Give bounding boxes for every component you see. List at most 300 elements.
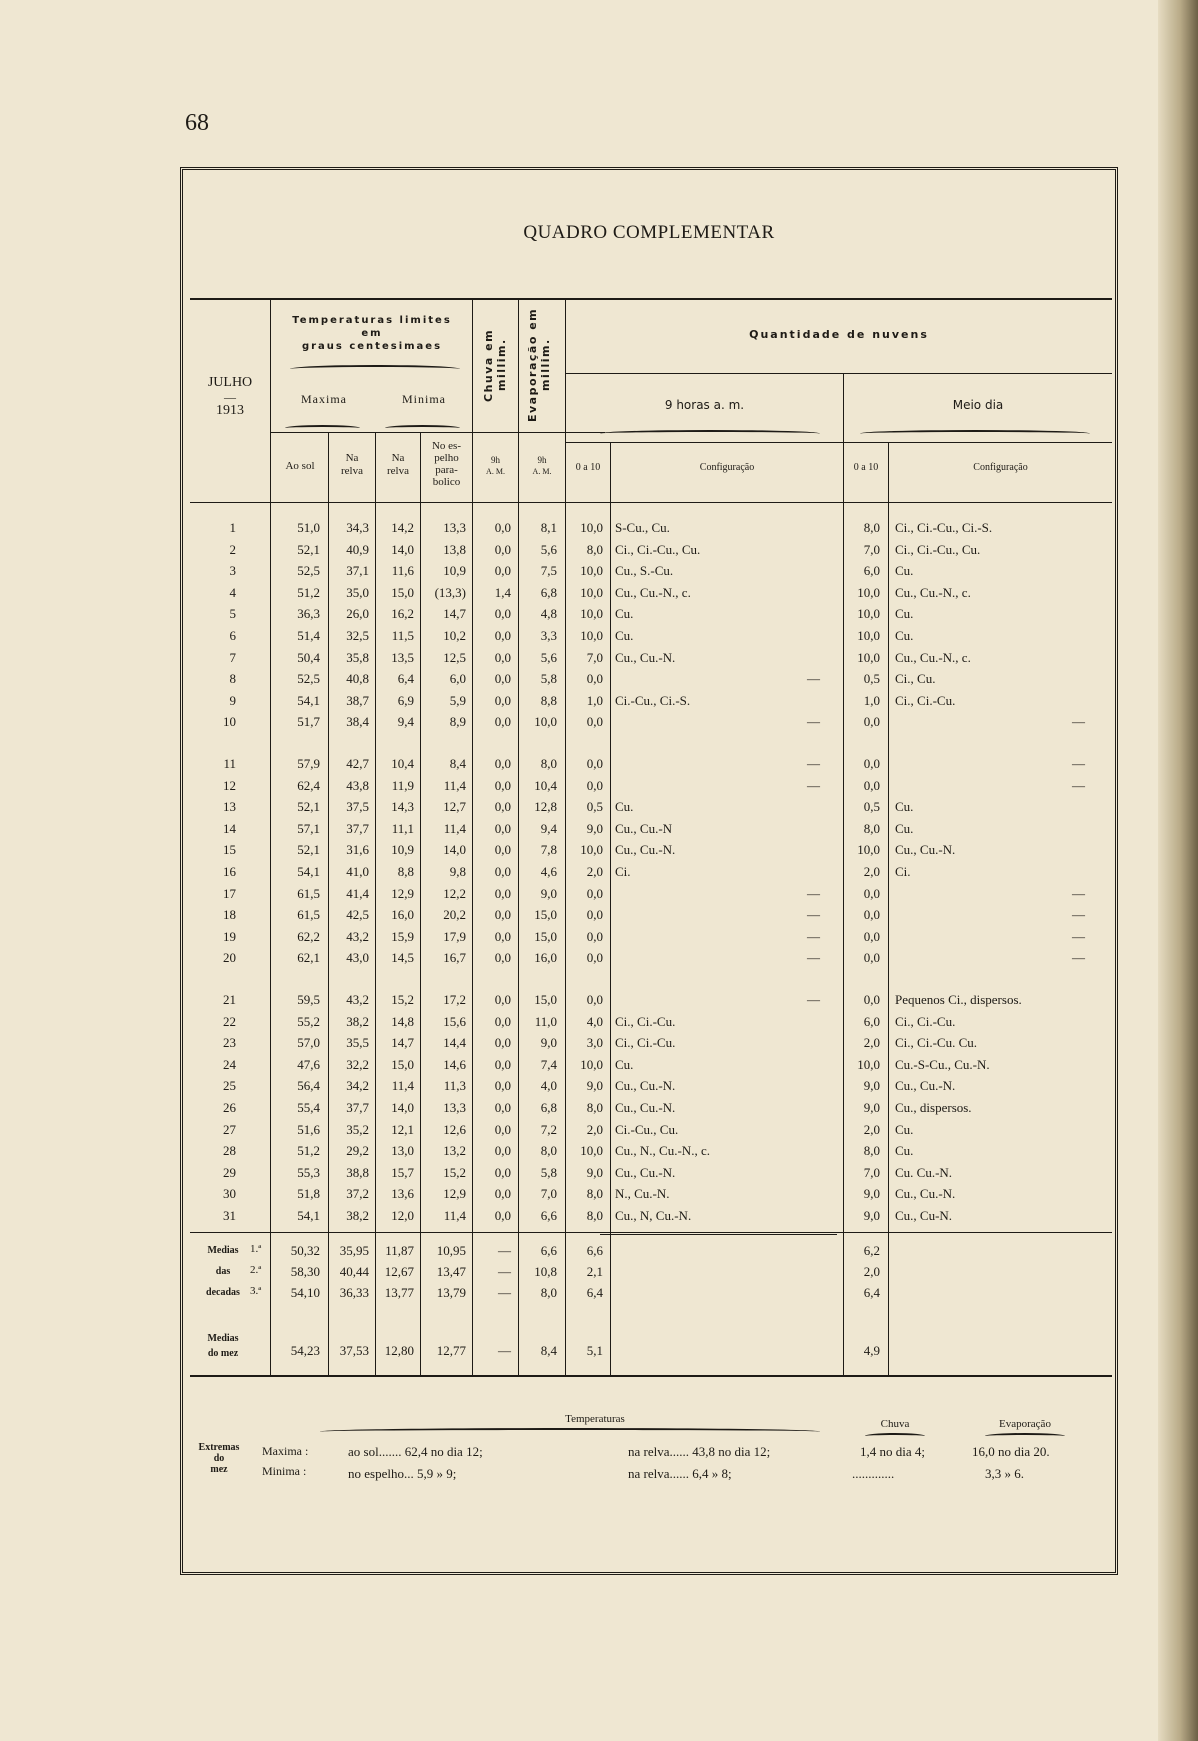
cell-espelho: 16,7 <box>443 950 466 966</box>
cell-config-md: Cu., Cu.-N. <box>895 842 956 858</box>
cell-config-9h: Ci.-Cu., Cu. <box>615 1121 679 1137</box>
cell-chuva: 0,0 <box>494 714 511 730</box>
cell-na-relva-min: 15,0 <box>391 1056 414 1072</box>
decada-cell-ordinal: 2.ª <box>250 1264 262 1276</box>
decadas-label-2: das <box>215 1266 231 1277</box>
cell-config-md: — <box>1072 907 1085 923</box>
cell-ao-sol: 51,0 <box>297 520 320 535</box>
cell-chuva: 0,0 <box>494 928 511 944</box>
cell-chuva: 0,0 <box>494 563 511 579</box>
mez-cell-chuva: — <box>498 1343 511 1358</box>
cell-evaporacao: 8,8 <box>540 692 557 708</box>
cell-na-relva-max: 34,2 <box>346 1078 369 1094</box>
cell-evaporacao: 6,6 <box>540 1208 557 1223</box>
cell-day: 21 <box>223 992 236 1007</box>
cell-na-relva-max: 43,8 <box>346 777 369 793</box>
cell-nuvens-9h: 2,0 <box>586 1121 603 1137</box>
cell-nuvens-9h: 10,0 <box>580 563 603 579</box>
cell-config-9h: Ci., Ci.-Cu., Cu. <box>615 541 701 557</box>
cell-config-md: Ci., Ci.-Cu. Cu. <box>895 1035 977 1051</box>
cell-chuva: 0,0 <box>494 606 511 622</box>
cell-nuvens-md: 0,0 <box>863 950 880 966</box>
cell-config-md: Cu., dispersos. <box>895 1100 972 1115</box>
cell-ao-sol: 52,1 <box>297 842 320 858</box>
cell-nuvens-9h: 10,0 <box>580 584 603 600</box>
cell-evaporacao: 6,8 <box>540 1100 557 1115</box>
cell-na-relva-min: 14,5 <box>391 950 414 966</box>
mez-label-2: do mez <box>207 1348 239 1359</box>
decada-cell-ao-sol: 58,30 <box>290 1264 320 1279</box>
cell-config-9h: Cu., Cu.-N. <box>615 842 676 858</box>
cell-ao-sol: 51,4 <box>297 628 320 643</box>
cell-espelho: 13,3 <box>443 1100 466 1115</box>
cell-config-9h: — <box>807 885 820 901</box>
cell-config-md: — <box>1072 885 1085 901</box>
cell-evaporacao: 6,8 <box>540 584 557 600</box>
cell-day: 29 <box>223 1164 236 1180</box>
cell-nuvens-9h: 1,0 <box>586 692 603 708</box>
cell-espelho: 13,2 <box>443 1143 466 1159</box>
header-meio-dia: Meio dia <box>952 398 1004 412</box>
cell-nuvens-9h: 0,0 <box>586 992 603 1007</box>
cell-evaporacao: 3,3 <box>540 628 557 643</box>
cell-na-relva-min: 13,5 <box>391 649 414 665</box>
header-evap-am: A. M. <box>532 467 552 476</box>
cell-config-md: Cu. <box>895 799 914 815</box>
cell-nuvens-9h: 8,0 <box>586 1100 603 1115</box>
cell-nuvens-md: 6,0 <box>863 563 880 579</box>
header-dash: — <box>224 390 236 404</box>
cell-day: 17 <box>223 885 236 901</box>
cell-na-relva-min: 14,7 <box>391 1035 414 1051</box>
cell-na-relva-min: 12,9 <box>391 885 414 901</box>
cell-na-relva-min: 11,1 <box>391 820 414 836</box>
cell-nuvens-9h: 10,0 <box>580 1056 603 1072</box>
cell-nuvens-md: 0,5 <box>863 799 880 815</box>
cell-nuvens-md: 0,0 <box>863 756 880 771</box>
cell-nuvens-md: 0,0 <box>863 907 880 923</box>
cell-espelho: 9,8 <box>449 864 466 879</box>
cell-nuvens-md: 0,5 <box>863 671 880 687</box>
header-na-relva-max-2: relva <box>341 465 363 477</box>
cell-config-9h: — <box>807 714 820 730</box>
cell-day: 3 <box>229 563 236 579</box>
cell-na-relva-min: 10,9 <box>391 842 414 858</box>
header-minima: Minima <box>402 392 446 406</box>
book-spine <box>1158 0 1198 1741</box>
cell-evaporacao: 16,0 <box>534 950 557 966</box>
cell-na-relva-max: 41,0 <box>346 864 369 879</box>
cell-espelho: 12,7 <box>443 799 466 815</box>
cell-na-relva-max: 43,0 <box>346 950 369 966</box>
cell-config-9h: — <box>807 950 820 966</box>
cell-na-relva-max: 35,8 <box>346 649 369 665</box>
cell-ao-sol: 54,1 <box>297 864 320 879</box>
decada-cell-chuva: — <box>498 1285 511 1300</box>
decada-cell-nuvens-md: 6,2 <box>863 1243 880 1258</box>
cell-espelho: 12,2 <box>443 885 466 901</box>
cell-nuvens-9h: 8,0 <box>586 1186 603 1202</box>
cell-day: 2 <box>229 541 236 557</box>
decada-cell-evaporacao: 8,0 <box>540 1285 557 1300</box>
cell-na-relva-min: 14,3 <box>391 799 414 815</box>
decada-cell-nuvens-md: 2,0 <box>863 1264 880 1279</box>
cell-chuva: 0,0 <box>494 992 511 1007</box>
cell-na-relva-max: 40,9 <box>346 541 369 557</box>
cell-espelho: 5,9 <box>449 692 466 708</box>
cell-ao-sol: 52,5 <box>297 563 320 579</box>
decada-cell-na-relva-min: 11,87 <box>385 1243 414 1258</box>
cell-nuvens-9h: 9,0 <box>586 820 603 836</box>
cell-na-relva-max: 37,7 <box>346 820 369 836</box>
cell-nuvens-9h: 0,0 <box>586 671 603 687</box>
cell-nuvens-9h: 4,0 <box>586 1013 603 1029</box>
cell-ao-sol: 55,4 <box>297 1100 320 1115</box>
header-escala-9h: 0 a 10 <box>575 462 601 473</box>
cell-chuva: 0,0 <box>494 1164 511 1180</box>
header-na-relva-min-2: relva <box>387 465 409 477</box>
cell-evaporacao: 5,6 <box>540 649 557 665</box>
temps-brace <box>290 365 460 373</box>
cell-na-relva-min: 16,2 <box>391 606 414 622</box>
decadas-label-1: Medias <box>207 1245 239 1256</box>
cell-nuvens-md: 0,0 <box>863 714 880 730</box>
cell-chuva: 0,0 <box>494 520 511 535</box>
cell-na-relva-max: 38,7 <box>346 692 369 708</box>
cell-nuvens-9h: 0,0 <box>586 928 603 944</box>
cell-espelho: 13,8 <box>443 541 466 557</box>
decada-cell-ao-sol: 50,32 <box>290 1243 320 1258</box>
cell-ao-sol: 51,8 <box>297 1186 320 1202</box>
mez-cell-nuvens-9h: 5,1 <box>586 1343 603 1358</box>
cell-nuvens-md: 0,0 <box>863 992 880 1007</box>
cell-na-relva-min: 12,0 <box>391 1208 414 1223</box>
decada-cell-evaporacao: 10,8 <box>534 1264 557 1279</box>
cell-config-md: — <box>1072 777 1085 793</box>
cell-nuvens-9h: 0,5 <box>586 799 603 815</box>
extremas-label-3: mez <box>210 1464 228 1475</box>
cell-evaporacao: 11,0 <box>534 1013 557 1029</box>
cell-day: 4 <box>229 584 236 600</box>
cell-nuvens-md: 7,0 <box>863 1164 880 1180</box>
header-na-relva-max-1: Na <box>345 452 359 464</box>
cell-config-9h: S-Cu., Cu. <box>615 520 670 535</box>
cell-na-relva-max: 38,2 <box>346 1208 369 1223</box>
cell-chuva: 1,4 <box>494 584 511 600</box>
cell-ao-sol: 51,7 <box>297 714 320 730</box>
header-espelho-3: para- <box>435 464 458 476</box>
cell-nuvens-9h: 0,0 <box>586 950 603 966</box>
cell-nuvens-md: 2,0 <box>863 1035 880 1051</box>
cell-na-relva-max: 42,5 <box>346 907 369 923</box>
cell-espelho: 14,4 <box>443 1035 466 1051</box>
cell-day: 15 <box>223 842 236 858</box>
header-nuvens: Quantidade de nuvens <box>749 328 929 341</box>
cell-nuvens-md: 10,0 <box>857 649 880 665</box>
cell-nuvens-9h: 0,0 <box>586 714 603 730</box>
cell-day: 27 <box>223 1121 236 1137</box>
cell-evaporacao: 4,0 <box>540 1078 557 1094</box>
header-config-9h: Configuração <box>699 462 755 473</box>
cell-espelho: 11,4 <box>443 1208 466 1223</box>
cell-espelho: 11,3 <box>443 1078 466 1094</box>
cell-na-relva-max: 35,5 <box>346 1035 369 1051</box>
cell-na-relva-min: 14,8 <box>391 1013 414 1029</box>
cell-nuvens-md: 2,0 <box>863 1121 880 1137</box>
cell-day: 5 <box>229 606 236 622</box>
cell-evaporacao: 7,4 <box>540 1056 557 1072</box>
cell-espelho: 20,2 <box>443 907 466 923</box>
cell-config-md: — <box>1072 928 1085 944</box>
cell-config-md: Cu. <box>895 1143 914 1159</box>
cell-config-9h: Cu. <box>615 628 634 643</box>
header-nove-horas: 9 horas a. m. <box>664 398 745 412</box>
header-ao-sol: Ao sol <box>285 460 315 472</box>
cell-chuva: 0,0 <box>494 950 511 966</box>
cell-chuva: 0,0 <box>494 1121 511 1137</box>
cell-ao-sol: 57,9 <box>297 756 320 771</box>
cell-espelho: 8,4 <box>449 756 466 771</box>
decada-cell-espelho: 13,79 <box>436 1285 466 1300</box>
cell-na-relva-min: 13,0 <box>391 1143 414 1159</box>
cell-espelho: 8,9 <box>449 714 466 730</box>
extremas-max-ao-sol: ao sol....... 62,4 no dia 12; <box>348 1444 483 1459</box>
cell-na-relva-max: 37,1 <box>346 563 369 579</box>
cell-chuva: 0,0 <box>494 907 511 923</box>
cell-na-relva-min: 11,6 <box>391 563 414 579</box>
cell-config-9h: Cu., Cu.-N. <box>615 1164 676 1180</box>
cell-chuva: 0,0 <box>494 1100 511 1115</box>
extremas-min-evap: 3,3 » 6. <box>985 1466 1024 1481</box>
cell-espelho: 17,9 <box>443 928 466 944</box>
cell-ao-sol: 51,2 <box>297 584 320 600</box>
subheader-rule-2 <box>562 432 605 433</box>
col-line-10 <box>888 443 889 1375</box>
cell-day: 18 <box>223 907 236 923</box>
nuvens-medias-rule <box>600 1234 837 1235</box>
cell-day: 6 <box>229 628 236 643</box>
cell-nuvens-md: 10,0 <box>857 606 880 622</box>
cell-na-relva-max: 43,2 <box>346 928 369 944</box>
cell-config-9h: — <box>807 928 820 944</box>
cell-espelho: 6,0 <box>449 671 466 687</box>
header-espelho-1: No es- <box>431 440 462 452</box>
cell-ao-sol: 50,4 <box>297 649 320 665</box>
extremas-label-2: do <box>213 1453 225 1464</box>
decada-cell-na-relva-max: 40,44 <box>339 1264 369 1279</box>
decada-cell-na-relva-min: 12,67 <box>384 1264 414 1279</box>
cell-chuva: 0,0 <box>494 541 511 557</box>
cell-ao-sol: 62,1 <box>297 950 320 966</box>
header-temps-line2: em <box>361 328 383 339</box>
cell-espelho: 11,4 <box>443 820 466 836</box>
header-evaporacao: Evaporação em millim. <box>526 307 552 423</box>
cell-day: 30 <box>223 1186 236 1202</box>
cell-day: 28 <box>223 1143 236 1159</box>
cell-na-relva-min: 11,9 <box>391 777 414 793</box>
page-number: 68 <box>185 110 209 136</box>
cell-nuvens-9h: 0,0 <box>586 777 603 793</box>
cell-config-md: Cu., Cu.-N. <box>895 1078 956 1094</box>
header-escala-md: 0 a 10 <box>853 462 879 473</box>
cell-na-relva-max: 38,4 <box>346 714 369 730</box>
cell-espelho: 12,9 <box>443 1186 466 1202</box>
cell-config-md: Cu. <box>895 563 914 579</box>
cell-na-relva-min: 8,8 <box>397 864 414 879</box>
cell-espelho: (13,3) <box>434 584 466 600</box>
cell-nuvens-md: 10,0 <box>857 628 880 643</box>
cell-config-9h: Cu., Cu.-N., c. <box>615 584 691 600</box>
decada-cell-nuvens-9h: 6,4 <box>586 1285 603 1300</box>
cell-nuvens-9h: 7,0 <box>586 649 603 665</box>
cell-day: 10 <box>223 714 236 730</box>
cell-na-relva-max: 34,3 <box>346 520 369 535</box>
cell-chuva: 0,0 <box>494 692 511 708</box>
cell-config-9h: Cu., S.-Cu. <box>615 563 674 579</box>
cell-ao-sol: 52,1 <box>297 541 320 557</box>
cell-evaporacao: 8,0 <box>540 1143 557 1159</box>
cell-chuva: 0,0 <box>494 1078 511 1094</box>
cell-chuva: 0,0 <box>494 671 511 687</box>
cell-na-relva-min: 16,0 <box>391 907 414 923</box>
cell-espelho: 11,4 <box>443 777 466 793</box>
decada-cell-espelho: 10,95 <box>436 1243 466 1258</box>
cell-config-md: Cu., Cu-N. <box>895 1208 953 1223</box>
cell-espelho: 10,9 <box>443 563 466 579</box>
extremas-max-chuva: 1,4 no dia 4; <box>860 1444 925 1459</box>
cell-evaporacao: 5,6 <box>540 541 557 557</box>
cell-config-md: Cu. <box>895 820 914 836</box>
cell-config-md: Pequenos Ci., dispersos. <box>895 992 1022 1007</box>
decada-cell-chuva: — <box>498 1243 511 1258</box>
cell-config-md: — <box>1072 714 1085 730</box>
cell-nuvens-md: 0,0 <box>863 928 880 944</box>
cell-ao-sol: 36,3 <box>297 606 320 622</box>
cell-na-relva-max: 31,6 <box>346 842 369 858</box>
cell-nuvens-9h: 10,0 <box>580 1143 603 1159</box>
cell-evaporacao: 4,8 <box>540 606 557 622</box>
cell-espelho: 14,6 <box>443 1056 466 1072</box>
extremas-min-na-relva: na relva...... 6,4 » 8; <box>628 1466 732 1481</box>
decada-cell-evaporacao: 6,6 <box>540 1243 557 1258</box>
cell-espelho: 15,2 <box>443 1164 466 1180</box>
cell-nuvens-md: 2,0 <box>863 864 880 879</box>
cell-ao-sol: 51,6 <box>297 1121 320 1137</box>
cell-espelho: 14,0 <box>443 842 466 858</box>
cell-espelho: 15,6 <box>443 1013 466 1029</box>
cell-evaporacao: 8,0 <box>540 756 557 771</box>
cell-ao-sol: 54,1 <box>297 1208 320 1223</box>
cell-na-relva-max: 37,5 <box>346 799 369 815</box>
cell-nuvens-md: 0,0 <box>863 885 880 901</box>
cell-config-9h: — <box>807 671 820 687</box>
cell-na-relva-max: 26,0 <box>346 606 369 622</box>
header-chuva-hora: 9h <box>491 455 500 465</box>
cell-na-relva-max: 38,8 <box>346 1164 369 1180</box>
cell-config-md: Ci. <box>895 864 911 879</box>
meio-dia-brace <box>860 430 1090 437</box>
cell-config-md: Ci., Ci.-Cu. <box>895 692 956 708</box>
decada-cell-ordinal: 1.ª <box>250 1243 262 1255</box>
nove-horas-brace <box>600 430 820 437</box>
cell-espelho: 17,2 <box>443 992 466 1007</box>
cell-na-relva-max: 43,2 <box>346 992 369 1007</box>
cell-day: 9 <box>229 692 236 708</box>
cell-nuvens-9h: 8,0 <box>586 1208 603 1223</box>
extremas-minima-label: Minima : <box>262 1464 307 1478</box>
cell-config-md: Cu. <box>895 628 914 643</box>
cell-ao-sol: 55,2 <box>297 1013 320 1029</box>
cell-nuvens-9h: 0,0 <box>586 885 603 901</box>
col-line-8 <box>610 443 611 1375</box>
cell-chuva: 0,0 <box>494 1056 511 1072</box>
cell-na-relva-min: 15,2 <box>391 992 414 1007</box>
mez-cell-espelho: 12,77 <box>436 1343 466 1358</box>
cell-config-md: Cu. <box>895 606 914 622</box>
mez-label-1: Medias <box>207 1333 239 1344</box>
col-line-1 <box>270 298 271 1375</box>
decada-cell-chuva: — <box>498 1264 511 1279</box>
cell-nuvens-9h: 10,0 <box>580 842 603 858</box>
cell-day: 31 <box>223 1208 236 1223</box>
cell-config-9h: Cu., N, Cu.-N. <box>615 1208 692 1223</box>
nuvens-rule <box>565 373 1112 374</box>
cell-ao-sol: 57,1 <box>297 820 320 836</box>
cell-config-9h: Cu., Cu.-N. <box>615 1100 676 1115</box>
cell-na-relva-min: 15,7 <box>391 1164 414 1180</box>
cell-config-9h: Cu. <box>615 799 634 815</box>
extremas-maxima-label: Maxima : <box>262 1444 309 1458</box>
header-temps-line3: graus centesimaes <box>301 341 443 352</box>
cell-nuvens-9h: 10,0 <box>580 520 603 535</box>
cell-nuvens-9h: 0,0 <box>586 907 603 923</box>
extremas-temperaturas-label: Temperaturas <box>565 1413 625 1425</box>
cell-nuvens-9h: 8,0 <box>586 541 603 557</box>
cell-day: 26 <box>223 1100 236 1115</box>
cell-chuva: 0,0 <box>494 1013 511 1029</box>
cell-nuvens-9h: 9,0 <box>586 1078 603 1094</box>
cell-nuvens-9h: 3,0 <box>586 1035 603 1051</box>
cell-day: 16 <box>223 864 236 879</box>
header-month: JULHO <box>207 375 253 390</box>
cell-ao-sol: 54,1 <box>297 692 320 708</box>
nuvens-sub-rule <box>565 442 1112 443</box>
cell-config-md: Ci., Cu. <box>895 671 936 687</box>
cell-config-md: Ci., Ci.-Cu., Ci.-S. <box>895 520 993 535</box>
decada-cell-nuvens-9h: 6,6 <box>586 1243 603 1258</box>
cell-na-relva-min: 12,1 <box>391 1121 414 1137</box>
cell-nuvens-md: 9,0 <box>863 1208 880 1223</box>
cell-day: 23 <box>223 1035 236 1051</box>
cell-na-relva-max: 32,2 <box>346 1056 369 1072</box>
extremas-max-evap: 16,0 no dia 20. <box>972 1444 1050 1459</box>
cell-config-9h: — <box>807 756 820 771</box>
cell-espelho: 13,3 <box>443 520 466 535</box>
temperaturas-brace <box>320 1428 820 1435</box>
cell-config-md: Cu., Cu.-N., c. <box>895 649 971 665</box>
table-title: QUADRO COMPLEMENTAR <box>523 222 775 243</box>
cell-evaporacao: 7,8 <box>540 842 557 858</box>
cell-na-relva-min: 15,9 <box>391 928 414 944</box>
cell-na-relva-max: 35,0 <box>346 584 369 600</box>
cell-evaporacao: 7,5 <box>540 563 557 579</box>
decada-cell-nuvens-md: 6,4 <box>863 1285 880 1300</box>
cell-evaporacao: 7,2 <box>540 1121 557 1137</box>
header-evap-hora: 9h <box>537 455 547 465</box>
cell-na-relva-max: 41,4 <box>346 885 369 901</box>
extremas-evaporacao-label: Evaporação <box>999 1418 1051 1430</box>
cell-na-relva-max: 38,2 <box>346 1013 369 1029</box>
